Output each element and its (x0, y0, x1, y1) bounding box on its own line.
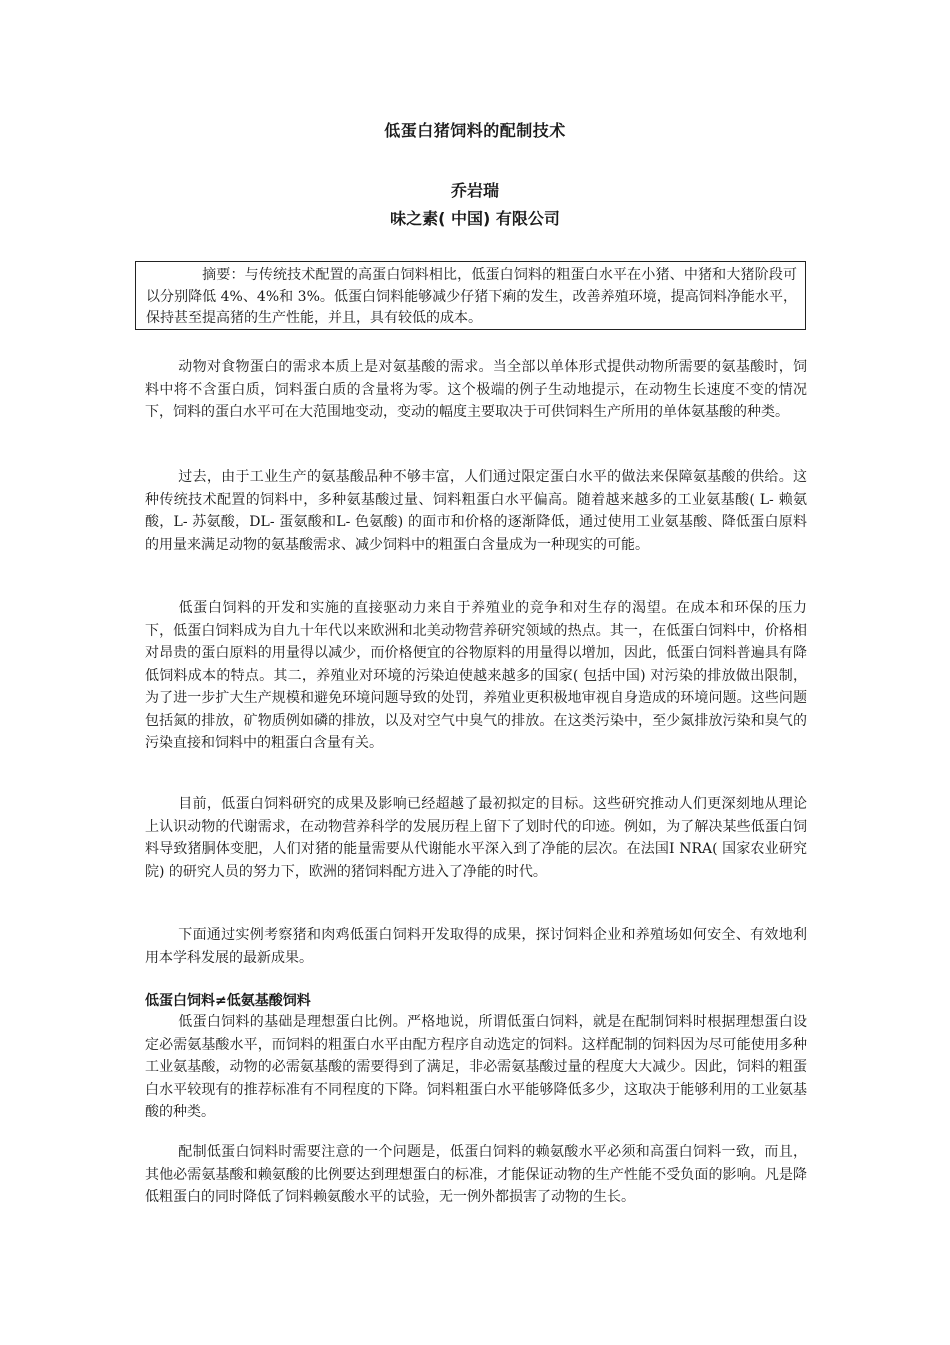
body-paragraph-1 (145, 356, 807, 424)
section-heading: 低蛋白饲料≠低氨基酸饲料 (145, 993, 311, 1009)
body-paragraph-2 (145, 466, 807, 556)
document-title: 低蛋白猪饲料的配制技术 (384, 121, 566, 140)
body-paragraph-5 (145, 924, 807, 969)
body-paragraph-3 (145, 597, 807, 755)
paragraph-text: 目前，低蛋白饲料研究的成果及影响已经超越了最初拟定的目标。这些研究推动人们更深刻地从理论上认识动物的代谢需求，在动物营养科学的发展历程上留下了划时代的印迹。例如，为了解决某些低蛋白饲料导致猪胴体变肥，人们对猪的能量需要从代谢能水平深入到了净能的层次。在法国I NRA( 国家农业研究院) 的研究人员的努力下，欧洲的猪饲料配方进入了净能的时代。 (145, 796, 807, 880)
paragraph-text: 低蛋白饲料的开发和实施的直接驱动力来自于养殖业的竞争和对生存的渴望。在成本和环保的压力下，低蛋白饲料成为自九十年代以来欧洲和北美动物营养研究领域的热点。其一，在低蛋白饲料中，价格相对昂贵的蛋白原料的用量得以减少，而价格便宜的谷物原料的用量得以增加，因此，低蛋白饲料普遍具有降低饲料成本的特点。其二，养殖业对环境的污染迫使越来越多的国家( 包括中国) 对污染的排放做出限制，为了进一步扩大生产规模和避免环境问题导致的处罚，养殖业更积极地审视自身造成的环境问题。这些问题包括氮的排放，矿物质例如磷的排放，以及对空气中臭气的排放。在这类污染中，至少氮排放污染和臭气的污染直接和饲料中的粗蛋白含量有关。 (145, 600, 807, 751)
paragraph-text: 过去，由于工业生产的氨基酸品种不够丰富，人们通过限定蛋白水平的做法来保障氨基酸的供给。这种传统技术配置的饲料中，多种氨基酸过量、饲料粗蛋白水平偏高。随着越来越多的工业氨基酸( L- 赖氨酸，L- 苏氨酸，DL- 蛋氨酸和L- 色氨酸) 的面市和价格的逐渐降低，通过使用工业氨基酸、降低蛋白原料的用量来满足动物的氨基酸需求、减少饲料中的粗蛋白含量成为一种现实的可能。 (145, 469, 807, 553)
section-paragraph-2 (145, 1141, 807, 1209)
paragraph-text: 配制低蛋白饲料时需要注意的一个问题是，低蛋白饲料的赖氨酸水平必须和高蛋白饲料一致，而且，其他必需氨基酸和赖氨酸的比例要达到理想蛋白的标准，才能保证动物的生产性能不受负面的影响。凡是降低粗蛋白的同时降低了饲料赖氨酸水平的试验，无一例外都损害了动物的生长。 (145, 1144, 807, 1205)
abstract-text: 摘要：与传统技术配置的高蛋白饲料相比，低蛋白饲料的粗蛋白水平在小猪、中猪和大猪阶段可以分别降低 4%、4%和 3%。低蛋白饲料能够减少仔猪下痢的发生，改善养殖环境，提高饲料净能水平，保持甚至提高猪的生产性能，并且，具有较低的成本。 (146, 267, 797, 326)
author-affiliation: 味之素( 中国) 有限公司 (390, 209, 560, 228)
section-paragraph-1 (145, 1011, 807, 1124)
abstract-box (135, 261, 806, 330)
paragraph-text: 下面通过实例考察猪和肉鸡低蛋白饲料开发取得的成果，探讨饲料企业和养殖场如何安全、有效地利用本学科发展的最新成果。 (145, 927, 807, 966)
paragraph-text: 低蛋白饲料的基础是理想蛋白比例。严格地说，所谓低蛋白饲料，就是在配制饲料时根据理想蛋白设定必需氨基酸水平，而饲料的粗蛋白水平由配方程序自动选定的饲料。这样配制的饲料因为尽可能使用多种工业氨基酸，动物的必需氨基酸的需要得到了满足，非必需氨基酸过量的程度大大减少。因此，饲料的粗蛋白水平较现有的推荐标准有不同程度的下降。饲料粗蛋白水平能够降低多少，这取决于能够利用的工业氨基酸的种类。 (145, 1014, 807, 1120)
body-paragraph-4 (145, 793, 807, 883)
author-name: 乔岩瑞 (450, 181, 499, 200)
paragraph-text: 动物对食物蛋白的需求本质上是对氨基酸的需求。当全部以单体形式提供动物所需要的氨基酸时，饲料中将不含蛋白质，饲料蛋白质的含量将为零。这个极端的例子生动地提示，在动物生长速度不变的情况下，饲料的蛋白水平可在大范围地变动，变动的幅度主要取决于可供饲料生产所用的单体氨基酸的种类。 (145, 359, 807, 420)
